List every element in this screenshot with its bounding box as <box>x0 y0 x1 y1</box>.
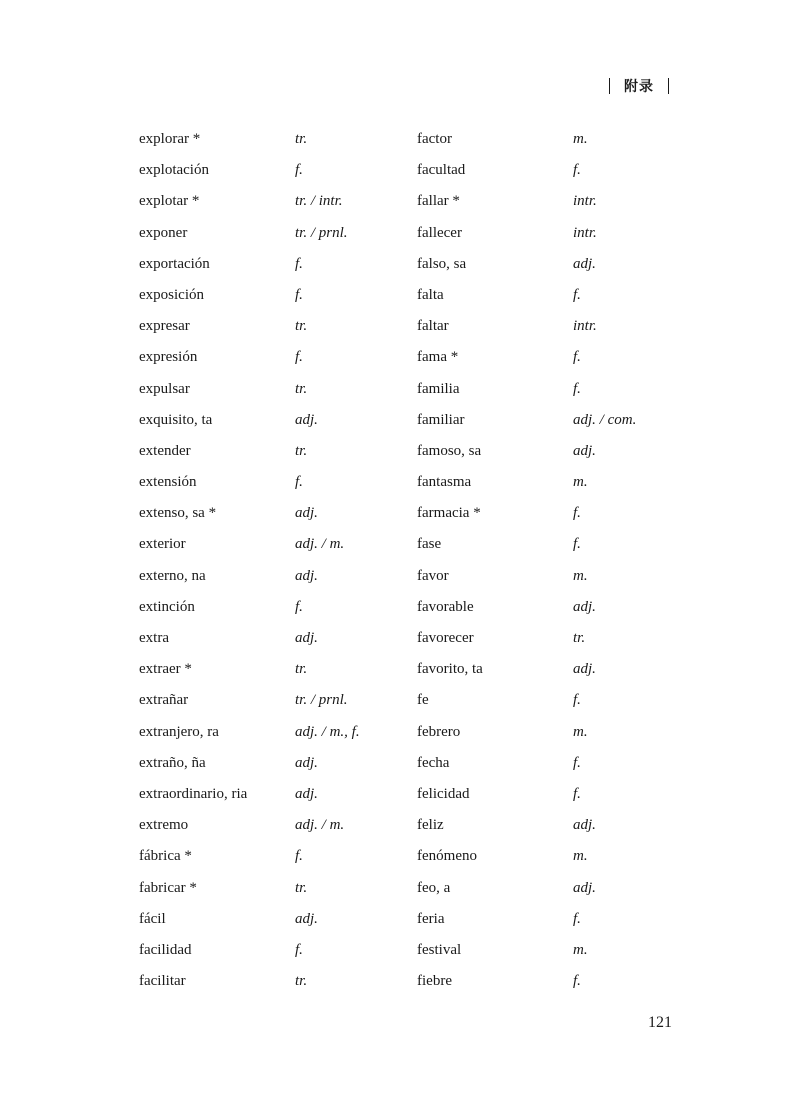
entry-pos-left: tr. / intr. <box>295 193 343 210</box>
entry-pos-left: tr. / prnl. <box>295 692 348 709</box>
entry-word-left: fácil <box>139 910 166 927</box>
entry-pos-right: m. <box>573 848 588 865</box>
entry-word-right: farmacia * <box>417 505 481 522</box>
vocabulary-row <box>0 748 800 779</box>
entry-pos-left: f. <box>295 598 303 615</box>
entry-word-left: extraordinario, ria <box>139 785 248 802</box>
entry-pos-right: f. <box>573 286 581 303</box>
vocabulary-row <box>0 311 800 342</box>
vocabulary-row <box>0 374 800 405</box>
entry-pos-right: f. <box>573 349 581 366</box>
entry-pos-right: adj. / com. <box>573 411 637 428</box>
entry-pos-right: adj. <box>573 598 596 615</box>
entry-pos-left: tr. / prnl. <box>295 224 348 241</box>
vocabulary-row <box>0 623 800 654</box>
entry-word-right: fiebre <box>417 973 452 990</box>
entry-word-right: fe <box>417 692 429 709</box>
entry-pos-left: adj. <box>295 785 318 802</box>
vocabulary-row <box>0 249 800 280</box>
entry-word-left: expresar <box>139 318 190 335</box>
entry-word-right: factor <box>417 131 452 147</box>
entry-word-right: famoso, sa <box>417 442 482 459</box>
entry-word-right: fantasma <box>417 474 472 491</box>
entry-word-right: favorable <box>417 598 474 615</box>
entry-word-left: exportación <box>139 255 210 272</box>
vocabulary-row <box>0 436 800 467</box>
vocabulary-row <box>0 654 800 685</box>
entry-word-left: fábrica * <box>139 848 192 865</box>
header-divider-right <box>668 78 669 94</box>
entry-word-left: extensión <box>139 474 197 491</box>
entry-pos-left: adj. <box>295 754 318 771</box>
entry-word-left: extraer * <box>139 661 192 678</box>
entry-pos-right: adj. <box>573 442 596 459</box>
entry-pos-left: adj. / m. <box>295 536 345 553</box>
entry-word-right: fallecer <box>417 224 462 241</box>
vocabulary-row <box>0 904 800 935</box>
vocabulary-row <box>0 841 800 872</box>
entry-word-left: exterior <box>139 536 186 553</box>
entry-pos-left: adj. <box>295 411 318 428</box>
vocabulary-row <box>0 218 800 249</box>
entry-pos-left: adj. / m., f. <box>295 723 360 740</box>
entry-pos-left: adj. <box>295 630 318 646</box>
entry-pos-right: adj. <box>573 879 596 896</box>
entry-word-right: fenómeno <box>417 848 477 865</box>
vocabulary-row <box>0 342 800 373</box>
entry-word-left: explotar * <box>139 193 200 210</box>
entry-pos-right: m. <box>573 941 588 958</box>
entry-pos-left: f. <box>295 255 303 272</box>
vocabulary-row <box>0 124 800 155</box>
entry-pos-left: f. <box>295 162 303 179</box>
vocabulary-row <box>0 717 800 748</box>
entry-word-right: familiar <box>417 411 465 428</box>
entry-pos-right: f. <box>573 910 581 927</box>
entry-word-left: expresión <box>139 349 198 366</box>
entry-pos-right: adj. <box>573 255 596 272</box>
vocabulary-row <box>0 685 800 716</box>
entry-word-right: favorito, ta <box>417 661 483 678</box>
vocabulary-row <box>0 280 800 311</box>
entry-word-left: extender <box>139 442 191 459</box>
entry-word-left: exponer <box>139 224 188 241</box>
header-title: 附录 <box>624 79 654 95</box>
entry-pos-left: tr. <box>295 318 308 335</box>
entry-word-left: facilitar <box>139 973 186 990</box>
entry-pos-left: f. <box>295 848 303 865</box>
entry-word-left: extraño, ña <box>139 754 206 771</box>
entry-pos-right: f. <box>573 692 581 709</box>
entry-pos-left: f. <box>295 349 303 366</box>
entry-word-right: fallar * <box>417 193 460 210</box>
entry-pos-right: f. <box>573 973 581 990</box>
entry-word-right: fase <box>417 536 442 553</box>
entry-pos-right: tr. <box>573 630 586 646</box>
entry-pos-left: adj. <box>295 910 318 927</box>
entry-word-right: fama * <box>417 349 459 366</box>
entry-pos-right: adj. <box>573 817 596 834</box>
entry-word-right: feliz <box>417 817 444 834</box>
entry-word-right: falta <box>417 286 444 303</box>
entry-pos-left: adj. <box>295 505 318 522</box>
entry-pos-right: intr. <box>573 318 597 335</box>
entry-pos-left: adj. / m. <box>295 817 345 834</box>
entry-word-right: fecha <box>417 754 450 771</box>
entry-pos-right: f. <box>573 380 581 397</box>
entry-word-left: extrañar <box>139 692 189 709</box>
entry-word-right: febrero <box>417 723 461 740</box>
entry-pos-right: m. <box>573 723 588 740</box>
entry-word-left: extranjero, ra <box>139 723 219 740</box>
entry-pos-right: m. <box>573 567 588 584</box>
entry-word-right: favorecer <box>417 630 474 646</box>
entry-word-left: explorar * <box>139 131 201 147</box>
entry-word-left: expulsar <box>139 380 190 397</box>
entry-word-left: extra <box>139 630 169 646</box>
entry-pos-right: adj. <box>573 661 596 678</box>
entry-word-left: extenso, sa * <box>139 505 217 522</box>
vocabulary-row <box>0 935 800 966</box>
entry-pos-right: intr. <box>573 193 597 210</box>
entry-pos-left: adj. <box>295 567 318 584</box>
vocabulary-row <box>0 405 800 436</box>
entry-word-left: explotación <box>139 162 209 179</box>
entry-word-left: fabricar * <box>139 879 197 896</box>
entry-pos-left: tr. <box>295 442 308 459</box>
vocabulary-row <box>0 561 800 592</box>
entry-word-right: feria <box>417 910 445 927</box>
entry-word-left: externo, na <box>139 567 206 584</box>
entry-pos-right: f. <box>573 785 581 802</box>
entry-word-right: festival <box>417 941 462 958</box>
entry-word-right: facultad <box>417 162 466 179</box>
vocabulary-row <box>0 779 800 810</box>
vocabulary-row <box>0 592 800 623</box>
entry-word-right: felicidad <box>417 785 470 802</box>
entry-word-left: facilidad <box>139 941 192 958</box>
entry-word-left: exquisito, ta <box>139 411 213 428</box>
entry-pos-right: intr. <box>573 224 597 241</box>
vocabulary-list <box>0 124 800 997</box>
vocabulary-row <box>0 873 800 904</box>
vocabulary-row <box>0 966 800 997</box>
entry-pos-left: tr. <box>295 661 308 678</box>
entry-pos-left: f. <box>295 286 303 303</box>
entry-word-right: favor <box>417 567 449 584</box>
entry-word-left: extremo <box>139 817 189 834</box>
vocabulary-row <box>0 467 800 498</box>
entry-pos-left: f. <box>295 941 303 958</box>
entry-pos-right: f. <box>573 754 581 771</box>
entry-pos-right: m. <box>573 131 588 147</box>
running-header <box>609 74 669 98</box>
entry-word-left: extinción <box>139 598 195 615</box>
entry-word-right: falso, sa <box>417 255 467 272</box>
entry-word-right: feo, a <box>417 879 451 896</box>
entry-pos-left: tr. <box>295 879 308 896</box>
entry-pos-left: tr. <box>295 131 308 147</box>
vocabulary-row <box>0 498 800 529</box>
vocabulary-row <box>0 155 800 186</box>
entry-pos-right: f. <box>573 505 581 522</box>
vocabulary-row <box>0 186 800 217</box>
page-number: 121 <box>648 1014 672 1031</box>
entry-pos-left: tr. <box>295 380 308 397</box>
entry-word-left: exposición <box>139 286 204 303</box>
entry-pos-right: m. <box>573 474 588 491</box>
vocabulary-row <box>0 529 800 560</box>
entry-pos-left: f. <box>295 474 303 491</box>
entry-pos-right: f. <box>573 162 581 179</box>
entry-pos-left: tr. <box>295 973 308 990</box>
entry-word-right: faltar <box>417 318 449 335</box>
entry-pos-right: f. <box>573 536 581 553</box>
vocabulary-row <box>0 810 800 841</box>
entry-word-right: familia <box>417 380 460 397</box>
